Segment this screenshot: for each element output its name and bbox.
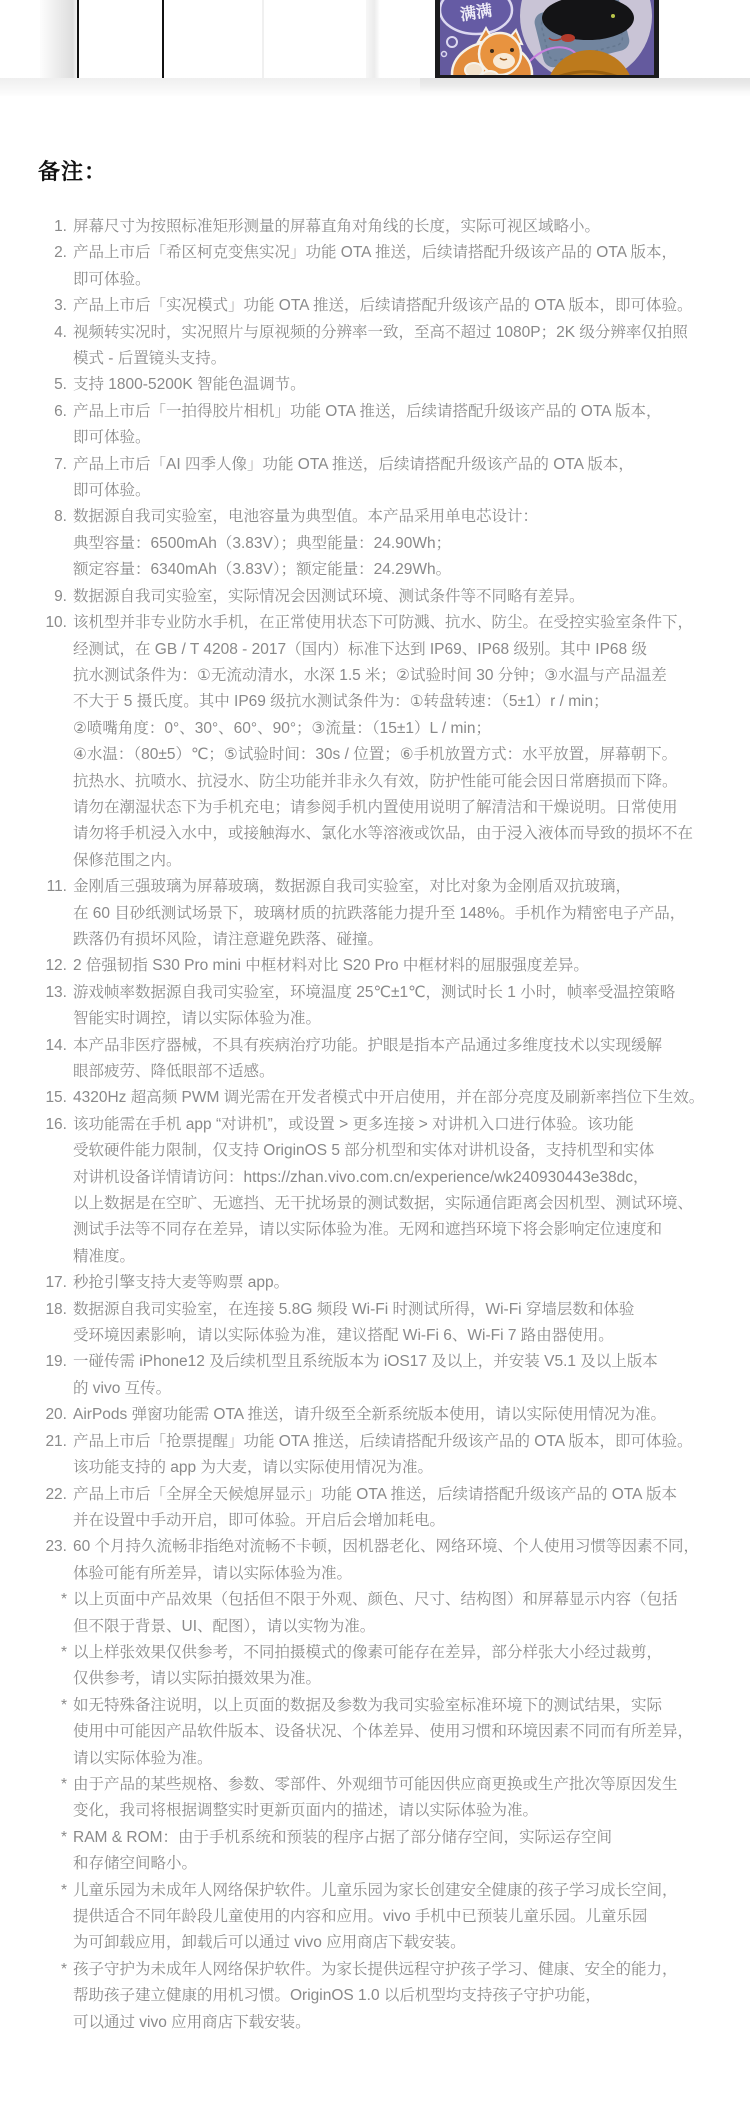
note-line: 使用中可能因产品软件版本、设备状况、个体差异、使用习惯和环境因素不同而有所差异， (73, 1723, 694, 1741)
note-item (0, 399, 750, 452)
note-line: 和存储空间略小。 (73, 1855, 198, 1873)
note-line: 帮助孩子建立健康的用机习惯。OriginOS 1.0 以后机型均支持孩子守护功能， (73, 1987, 601, 2005)
note-line: 支持 1800-5200K 智能色温调节。 (73, 376, 306, 394)
note-text (73, 320, 750, 373)
note-text (73, 1587, 750, 1640)
note-text (73, 1825, 750, 1878)
cat-wallpaper-illustration (440, 0, 654, 75)
phone-bottom-shadow (420, 78, 750, 92)
note-line: 秒抢引擎支持大麦等购票 app。 (73, 1274, 290, 1292)
note-line: 本产品非医疗器械，不具有疾病治疗功能。护眼是指本产品通过多维度技术以实现缓解 (73, 1036, 663, 1054)
note-line: 2 倍强韧指 S30 Pro mini 中框材料对比 S20 Pro 中框材料的屈服强度差异。 (73, 957, 589, 975)
note-item (0, 1429, 750, 1482)
note-text (73, 1878, 750, 1957)
note-line: 以上样张效果仅供参考，不同拍摄模式的像素可能存在差异，部分样张大小经过裁剪， (73, 1643, 663, 1661)
note-line: 眼部疲劳、降低眼部不适感。 (73, 1063, 275, 1080)
note-line: 金刚盾三强玻璃为屏幕玻璃，数据源自我司实验室，对比对象为金刚盾双抗玻璃， (73, 878, 632, 896)
note-line: RAM & ROM：由于手机系统和预装的程序占据了部分储存空间，实际运存空间 (73, 1828, 613, 1846)
note-item (0, 1534, 750, 1587)
note-number: 4. (54, 323, 67, 341)
note-number: * (60, 1828, 67, 1846)
phone-edge-line-1 (77, 0, 79, 78)
note-item (0, 372, 750, 398)
note-line: 产品上市后「抢票提醒」功能 OTA 推送，后续请搭配升级该产品的 OTA 版本，即可体验。 (73, 1432, 693, 1450)
note-number: 11. (46, 878, 67, 896)
note-line: 额定容量：6340mAh（3.83V）；额定能量：24.29Wh。 (73, 561, 452, 579)
note-number: 10. (45, 614, 67, 632)
note-number: 22. (45, 1485, 67, 1503)
note-line: 并在设置中手动开启，即可体验。开启后会增加耗电。 (73, 1511, 446, 1529)
note-line: 受软硬件能力限制，仅支持 OriginOS 5 部分机型和实体对讲机设备，支持机型和实体 (73, 1142, 655, 1160)
note-line: 即可体验。 (73, 270, 151, 288)
note-text (73, 1482, 750, 1535)
note-line: 以上数据是在空旷、无遮挡、无干扰场景的测试数据，实际通信距离会因机型、测试环境、 (73, 1195, 694, 1213)
note-number: 12. (45, 957, 67, 975)
note-line: 产品上市后「全屏全天候熄屏显示」功能 OTA 推送，后续请搭配升级该产品的 OTA 版本 (73, 1485, 677, 1503)
note-line: 不大于 5 摄氏度。其中 IP69 级抗水测试条件为：①转盘转速：（5±1）r / min； (73, 693, 609, 711)
note-line: AirPods 弹窗功能需 OTA 推送，请升级至全新系统版本使用，请以实际使用情况为准。 (73, 1406, 667, 1424)
note-item (0, 610, 750, 874)
note-number: 16. (45, 1115, 67, 1133)
note-text (73, 452, 750, 505)
phone-side-faint-line (262, 0, 264, 78)
note-text (73, 584, 750, 610)
note-number: * (60, 1696, 67, 1714)
note-line: 产品上市后「实况模式」功能 OTA 推送，后续请搭配升级该产品的 OTA 版本，即可体验。 (73, 297, 693, 315)
note-text (73, 1297, 750, 1350)
note-line: 产品上市后「一拍得胶片相机」功能 OTA 推送，后续请搭配升级该产品的 OTA 版本， (73, 402, 662, 420)
phone-screen (440, 0, 654, 75)
phone-side-gradient-2 (366, 0, 380, 78)
note-item (0, 1112, 750, 1270)
note-line: 可以通过 vivo 应用商店下载安装。 (73, 2013, 311, 2031)
note-text (73, 1534, 750, 1587)
note-line: 视频转实况时，实况照片与原视频的分辨率一致，至高不超过 1080P；2K 级分辨率仅拍照 (73, 323, 688, 341)
note-item (0, 874, 750, 953)
note-item (0, 1033, 750, 1086)
note-number: * (60, 1591, 67, 1609)
note-number: 9. (54, 587, 67, 605)
note-line: 抗热水、抗喷水、抗浸水、防尘功能并非永久有效，防护性能可能会因日常磨损而下降。 (73, 772, 678, 790)
note-line: 但不限于背景、UI、配图），请以实物为准。 (73, 1617, 376, 1635)
note-text (73, 980, 750, 1033)
note-item (0, 953, 750, 979)
note-line: 受环境因素影响，请以实际体验为准，建议搭配 Wi-Fi 6、Wi-Fi 7 路由器使用。 (73, 1327, 614, 1345)
note-line: 对讲机设备详情请访问：https://zhan.vivo.com.cn/experience/wk240930443e38dc， (73, 1168, 649, 1186)
note-number: 18. (45, 1300, 67, 1318)
note-number: 2. (54, 244, 67, 262)
note-text (73, 399, 750, 452)
phone-bezel-right (654, 0, 659, 78)
note-number: * (60, 1881, 67, 1899)
note-number: 17. (45, 1274, 67, 1292)
note-text (73, 1772, 750, 1825)
note-item (0, 1270, 750, 1296)
note-item (0, 1297, 750, 1350)
note-line: 跌落仍有损坏风险，请注意避免跌落、碰撞。 (73, 930, 384, 948)
note-line: 该功能支持的 app 为大麦，请以实际使用情况为准。 (73, 1459, 433, 1477)
notes-list (0, 214, 750, 2036)
note-line: 数据源自我司实验室，实际情况会因测试环境、测试条件等不同略有差异。 (73, 587, 585, 605)
note-item (0, 980, 750, 1033)
phone-side-gradient (40, 0, 77, 78)
note-line: 即可体验。 (73, 482, 151, 500)
bubble-text: 满满 (459, 2, 494, 25)
star-note-item (0, 1878, 750, 1957)
note-text (73, 293, 750, 319)
note-text (73, 1033, 750, 1086)
note-number: 8. (54, 508, 67, 526)
note-line: 典型容量：6500mAh（3.83V）；典型能量：24.90Wh； (73, 534, 452, 552)
star-note-item (0, 1693, 750, 1772)
note-number: 23. (45, 1538, 67, 1556)
note-text (73, 874, 750, 953)
note-text (73, 1640, 750, 1693)
note-item (0, 452, 750, 505)
top-image-strip (0, 0, 750, 78)
note-text (73, 1402, 750, 1428)
note-line: 产品上市后「AI 四季人像」功能 OTA 推送，后续请搭配升级该产品的 OTA 版本， (73, 455, 634, 473)
note-line: 保修范围之内。 (73, 851, 182, 869)
note-line: 如无特殊备注说明，以上页面的数据及参数为我司实验室标准环境下的测试结果，实际 (73, 1696, 663, 1714)
note-line: 儿童乐园为未成年人网络保护软件。儿童乐园为家长创建安全健康的孩子学习成长空间， (73, 1881, 678, 1899)
note-line: 精准度。 (73, 1247, 136, 1265)
note-item (0, 240, 750, 293)
note-line: 数据源自我司实验室，在连接 5.8G 频段 Wi-Fi 时测试所得，Wi-Fi 穿墙层数和体验 (73, 1300, 635, 1318)
star-note-item (0, 1640, 750, 1693)
note-number: 7. (54, 455, 67, 473)
note-item (0, 320, 750, 373)
note-line: 由于产品的某些规格、参数、零部件、外观细节可能因供应商更换或生产批次等原因发生 (73, 1775, 678, 1793)
star-note-item (0, 1825, 750, 1878)
note-number: 1. (54, 218, 67, 235)
note-line: 为可卸载应用，卸载后可以通过 vivo 应用商店下载安装。 (73, 1934, 466, 1952)
phone-edge-line-2 (162, 0, 164, 78)
note-line: 数据源自我司实验室，电池容量为典型值。本产品采用单电芯设计： (73, 508, 539, 526)
note-item (0, 1349, 750, 1402)
note-line: ②喷嘴角度：0°、30°、60°、90°；③流量：（15±1）L / min； (73, 719, 491, 737)
note-number: 3. (54, 297, 67, 315)
note-text (73, 953, 750, 979)
note-line: 体验可能有所差异，请以实际体验为准。 (73, 1564, 353, 1582)
note-text (73, 1957, 750, 2036)
note-item (0, 1085, 750, 1111)
note-number: 20. (45, 1406, 67, 1424)
note-number: 19. (45, 1353, 67, 1371)
note-line: 产品上市后「希区柯克变焦实况」功能 OTA 推送，后续请搭配升级该产品的 OTA 版本， (73, 244, 677, 262)
note-number: 6. (54, 402, 67, 420)
note-text (73, 1270, 750, 1296)
note-item (0, 584, 750, 610)
note-text (73, 372, 750, 398)
note-number: 5. (54, 376, 67, 394)
note-line: 4320Hz 超高频 PWM 调光需在开发者模式中开启使用，并在部分亮度及刷新率挡位下生效。 (73, 1089, 705, 1107)
note-item (0, 504, 750, 583)
note-line: ④水温：（80±5）℃；⑤试验时间：30s / 位置；⑥手机放置方式：水平放置，屏幕朝下。 (73, 746, 678, 764)
note-line: 以上页面中产品效果（包括但不限于外观、颜色、尺寸、结构图）和屏幕显示内容（包括 (73, 1591, 678, 1609)
note-text (73, 1112, 750, 1270)
note-line: 请勿将手机浸入水中，或接触海水、氯化水等溶液或饮品，由于浸入液体而导致的损坏不在 (73, 825, 694, 843)
note-line: 请以实际体验为准。 (73, 1749, 213, 1767)
note-number: 13. (45, 983, 67, 1001)
note-text (73, 610, 750, 874)
star-note-item (0, 1772, 750, 1825)
note-line: 游戏帧率数据源自我司实验室，环境温度 25℃±1℃，测试时长 1 小时，帧率受温控策略 (73, 983, 676, 1001)
note-text (73, 1349, 750, 1402)
note-line: 请勿在潮湿状态下为手机充电；请参阅手机内置使用说明了解清洁和干燥说明。日常使用 (73, 798, 678, 816)
notes-heading: 备注： (38, 159, 108, 184)
note-text (73, 1693, 750, 1772)
note-number: * (60, 1643, 67, 1661)
note-item (0, 293, 750, 319)
note-text (73, 1429, 750, 1482)
note-line: 一碰传需 iPhone12 及后续机型且系统版本为 iOS17 及以上，并安装 V5.1 及以上版本 (73, 1353, 658, 1371)
note-line: 该机型并非专业防水手机，在正常使用状态下可防溅、抗水、防尘。在受控实验室条件下， (73, 614, 694, 632)
note-number: 15. (45, 1089, 67, 1107)
note-number: * (60, 1960, 67, 1978)
note-item (0, 214, 750, 240)
phone-preview-image (435, 0, 659, 78)
star-note-item (0, 1957, 750, 2036)
note-line: 在 60 目砂纸测试场景下，玻璃材质的抗跌落能力提升至 148%。手机作为精密电子产品， (73, 904, 686, 922)
note-number: 14. (45, 1036, 67, 1054)
note-line: 经测试，在 GB / T 4208 - 2017（国内）标准下达到 IP69、IP68 级别。其中 IP68 级 (73, 640, 647, 658)
note-text (73, 504, 750, 583)
note-line: 的 vivo 互传。 (73, 1379, 172, 1397)
note-line: 仅供参考，请以实际拍摄效果为准。 (73, 1670, 322, 1688)
note-text (73, 214, 750, 240)
star-note-item (0, 1587, 750, 1640)
note-line: 即可体验。 (73, 429, 151, 447)
note-line: 提供适合不同年龄段儿童使用的内容和应用。vivo 手机中已预装儿童乐园。儿童乐园 (73, 1908, 648, 1925)
note-line: 该功能需在手机 app “对讲机”，或设置 > 更多连接 > 对讲机入口进行体验。该功能 (73, 1115, 634, 1133)
note-line: 60 个月持久流畅非指绝对流畅不卡顿，因机器老化、网络环境、个人使用习惯等因素不同， (73, 1538, 700, 1556)
note-line: 测试手法等不同存在差异，请以实际体验为准。无网和遮挡环境下将会影响定位速度和 (73, 1221, 663, 1239)
note-text (73, 1085, 750, 1111)
note-line: 孩子守护为未成年人网络保护软件。为家长提供远程守护孩子学习、健康、安全的能力， (73, 1960, 678, 1978)
note-line: 屏幕尺寸为按照标准矩形测量的屏幕直角对角线的长度，实际可视区域略小。 (73, 218, 601, 235)
note-number: * (60, 1775, 67, 1793)
note-number: 21. (45, 1432, 67, 1450)
note-line: 抗水测试条件为：①无流动清水，水深 1.5 米；②试验时间 30 分钟；③水温与产品温差 (73, 666, 667, 684)
note-item (0, 1402, 750, 1428)
note-item (0, 1482, 750, 1535)
note-text (73, 240, 750, 293)
note-line: 智能实时调控，请以实际体验为准。 (73, 1010, 322, 1028)
note-line: 模式 - 后置镜头支持。 (73, 350, 227, 368)
note-line: 变化，我司将根据调整实时更新页面内的描述，请以实际体验为准。 (73, 1802, 539, 1820)
